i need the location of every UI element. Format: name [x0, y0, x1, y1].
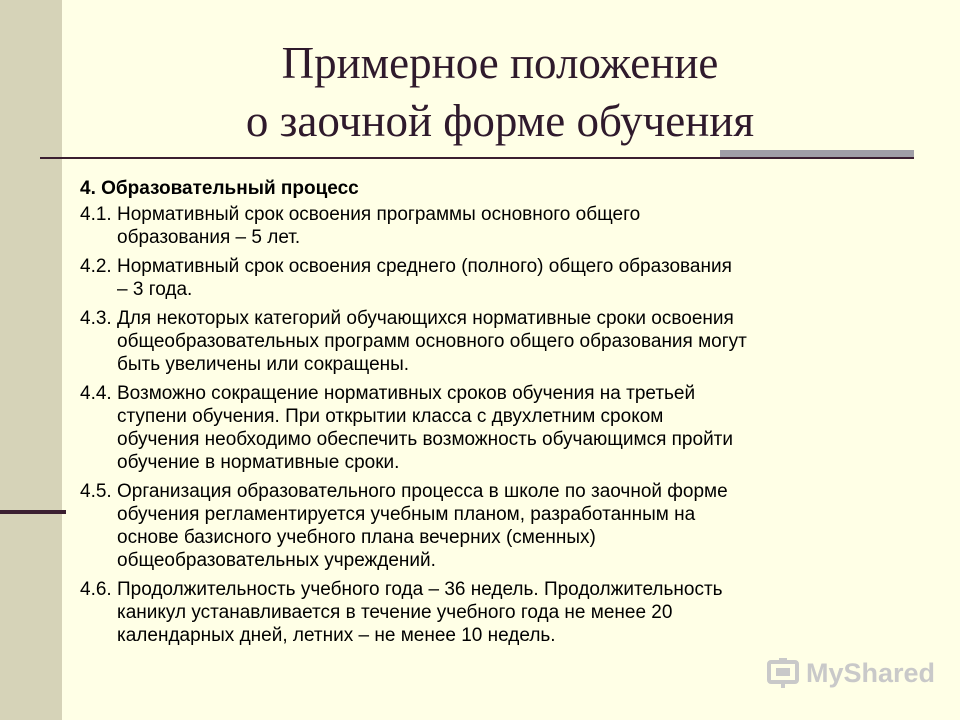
left-accent-line — [0, 510, 66, 514]
list-item: 4.6. Продолжительность учебного года – 36 недель. Продолжительность каникул устанавливается в течение учебного года не менее 20 календарных дней, летних – не менее 10 недель. — [80, 579, 723, 646]
list-item: 4.4. Возможно сокращение нормативных сроков обучения на третьей ступени обучения. При открытии класса с двухлетним сроком обучения необходимо обеспечить возможность обучающимся пройти обучение в нормативные сроки. — [80, 383, 733, 473]
list-item: 4.5. Организация образовательного процесса в школе по заочной форме обучения регламентируется учебным планом, разработанным на основе базисного учебного плана вечерних (сменных) общеобразовательных учреждений. — [80, 481, 728, 571]
title-accent-bar — [720, 150, 914, 157]
left-decorative-band — [0, 0, 62, 720]
watermark-text: MyShared — [806, 657, 936, 688]
slide-title — [120, 34, 880, 150]
list-item: 4.1. Нормативный срок освоения программы основного общего образования – 5 лет. — [80, 204, 641, 248]
presentation-board-icon — [766, 656, 800, 690]
watermark-logo — [766, 656, 935, 690]
list-item: 4.3. Для некоторых категорий обучающихся нормативные сроки освоения общеобразовательных программ основного общего образования могут быть увеличены или сокращены. — [80, 308, 747, 375]
section-heading: 4. Образовательный процесс — [80, 178, 359, 199]
title-divider — [40, 157, 914, 159]
slide-title-line-1: Примерное положение — [281, 38, 719, 88]
slide-title-line-2: о заочной форме обучения — [245, 96, 755, 146]
slide-body — [80, 177, 930, 653]
list-item: 4.2. Нормативный срок освоения среднего (полного) общего образования – 3 года. — [80, 256, 732, 300]
